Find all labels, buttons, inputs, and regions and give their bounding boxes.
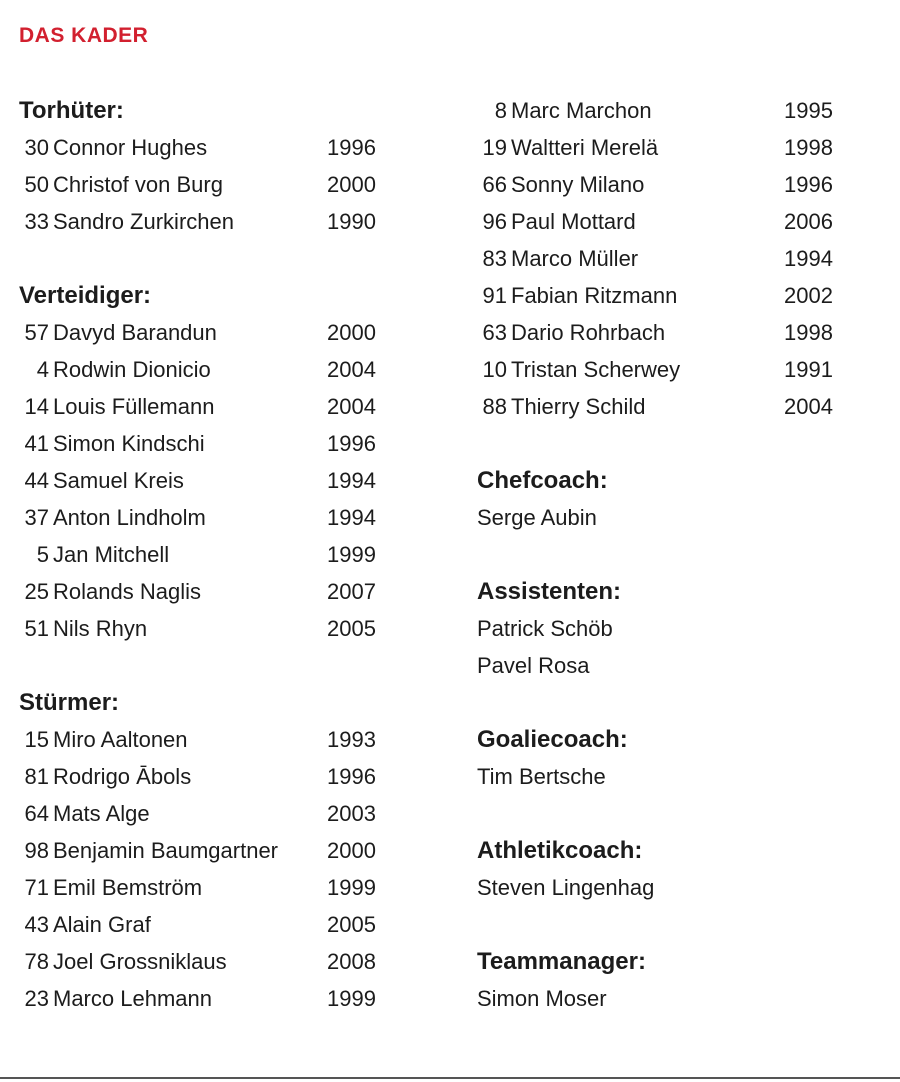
section-spacer [477,536,897,573]
player-birth-year: 1994 [784,246,833,271]
player-birth-year: 2000 [327,320,376,345]
player-row [477,203,897,240]
player-birth-year: 2000 [327,172,376,197]
player-number: 81 [24,764,49,789]
player-name: Marc Marchon [511,98,652,123]
player-name: Davyd Barandun [53,320,217,345]
player-name: Sandro Zurkirchen [53,209,234,234]
player-row [19,425,439,462]
player-number: 5 [36,542,49,567]
player-row [19,869,439,906]
forwards-list-left [19,721,439,1017]
athletic-coach-section [477,832,897,906]
player-birth-year: 1999 [327,986,376,1011]
player-number: 98 [24,838,49,863]
goalies-list [19,129,439,240]
goalie-coach-section [477,721,897,795]
player-number: 64 [24,801,49,826]
player-row [19,943,439,980]
goalie-coach-name: Tim Bertsche [477,764,606,789]
player-name: Waltteri Merelä [511,135,659,160]
player-row [19,536,439,573]
player-row [477,351,897,388]
assistant-name: Patrick Schöb [477,616,613,641]
player-name: Joel Grossniklaus [53,949,227,974]
player-name: Jan Mitchell [53,542,170,567]
player-birth-year: 1993 [327,727,376,752]
player-number: 63 [482,320,507,345]
player-row [477,129,897,166]
player-row [477,277,897,314]
player-number: 44 [24,468,49,493]
player-row [477,92,897,129]
player-row [19,462,439,499]
player-name: Rodwin Dionicio [53,357,211,382]
player-row [477,314,897,351]
page-title: DAS KADER [19,24,149,47]
defenders-heading: Verteidiger: [19,282,152,309]
player-birth-year: 1998 [784,135,833,160]
player-name: Rodrigo Ābols [53,764,192,789]
player-name: Paul Mottard [511,209,636,234]
player-name: Alain Graf [53,912,151,937]
player-name: Miro Aaltonen [53,727,188,752]
section-spacer [477,906,897,943]
player-row [19,166,439,203]
player-name: Tristan Scherwey [511,357,681,382]
player-row [19,758,439,795]
player-number: 78 [24,949,49,974]
player-row [19,388,439,425]
player-birth-year: 2002 [784,283,833,308]
player-birth-year: 2007 [327,579,376,604]
player-birth-year: 1996 [327,431,376,456]
player-name: Anton Lindholm [53,505,206,530]
player-number: 41 [24,431,49,456]
section-spacer [477,425,897,462]
head-coach-section [477,462,897,536]
roster-column-right [477,92,897,1017]
roster-column-left [19,92,439,1017]
section-spacer [477,684,897,721]
player-row [477,388,897,425]
forwards-list-right [477,92,897,425]
player-number: 51 [24,616,49,641]
player-name: Emil Bemström [53,875,203,900]
player-birth-year: 2008 [327,949,376,974]
team-manager-heading: Teammanager: [477,948,646,975]
player-name: Simon Kindschi [53,431,205,456]
goalies-heading: Torhüter: [19,97,124,124]
player-row [19,573,439,610]
athletic-coach-name: Steven Lingenhag [477,875,655,900]
player-number: 19 [482,135,507,160]
player-name: Mats Alge [53,801,150,826]
player-birth-year: 1994 [327,505,376,530]
section-spacer [19,647,439,684]
player-birth-year: 1996 [327,135,376,160]
player-name: Dario Rohrbach [511,320,666,345]
player-name: Marco Müller [511,246,639,271]
player-number: 83 [482,246,507,271]
player-birth-year: 1990 [327,209,376,234]
player-number: 50 [24,172,49,197]
player-number: 33 [24,209,49,234]
player-birth-year: 1999 [327,875,376,900]
player-birth-year: 1998 [784,320,833,345]
assistants-heading: Assistenten: [477,578,622,605]
player-number: 4 [36,357,49,382]
section-spacer [477,795,897,832]
player-birth-year: 2005 [327,616,376,641]
player-row [19,906,439,943]
player-name: Louis Füllemann [53,394,215,419]
player-birth-year: 1996 [784,172,833,197]
player-row [19,980,439,1017]
team-manager-name: Simon Moser [477,986,607,1011]
player-name: Benjamin Baumgartner [53,838,279,863]
player-row [19,203,439,240]
player-number: 96 [482,209,507,234]
player-name: Rolands Naglis [53,579,201,604]
player-name: Nils Rhyn [53,616,148,641]
player-birth-year: 1999 [327,542,376,567]
player-row [477,166,897,203]
player-birth-year: 2004 [327,394,376,419]
player-birth-year: 2005 [327,912,376,937]
player-row [477,240,897,277]
player-row [19,610,439,647]
goalie-coach-heading: Goaliecoach: [477,726,628,753]
assistants-section [477,573,897,684]
player-birth-year: 2004 [784,394,833,419]
player-birth-year: 1991 [784,357,833,382]
player-number: 10 [482,357,507,382]
player-number: 57 [24,320,49,345]
player-number: 43 [24,912,49,937]
player-birth-year: 2000 [327,838,376,863]
forwards-heading: Stürmer: [19,689,120,716]
head-coach-heading: Chefcoach: [477,467,608,494]
defenders-list [19,314,439,647]
player-row [19,499,439,536]
player-birth-year: 2006 [784,209,833,234]
player-name: Marco Lehmann [53,986,212,1011]
assistant-name: Pavel Rosa [477,653,590,678]
player-number: 66 [482,172,507,197]
player-number: 91 [482,283,507,308]
player-row [19,832,439,869]
player-name: Connor Hughes [53,135,208,160]
player-number: 23 [24,986,49,1011]
player-name: Christof von Burg [53,172,223,197]
player-row [19,351,439,388]
player-row [19,795,439,832]
player-row [19,721,439,758]
player-name: Samuel Kreis [53,468,184,493]
player-number: 8 [494,98,507,123]
team-manager-section [477,943,897,1017]
player-row [19,314,439,351]
player-number: 15 [24,727,49,752]
section-spacer [19,240,439,277]
player-birth-year: 1995 [784,98,833,123]
player-row [19,129,439,166]
head-coach-name: Serge Aubin [477,505,597,530]
player-name: Sonny Milano [511,172,645,197]
bottom-divider [0,1077,900,1079]
player-number: 71 [24,875,49,900]
player-number: 37 [24,505,49,530]
player-name: Fabian Ritzmann [511,283,678,308]
player-number: 14 [24,394,49,419]
player-birth-year: 2003 [327,801,376,826]
player-birth-year: 2004 [327,357,376,382]
player-birth-year: 1996 [327,764,376,789]
player-birth-year: 1994 [327,468,376,493]
player-name: Thierry Schild [511,394,646,419]
player-number: 25 [24,579,49,604]
player-number: 88 [482,394,507,419]
athletic-coach-heading: Athletikcoach: [477,837,643,864]
player-number: 30 [24,135,49,160]
